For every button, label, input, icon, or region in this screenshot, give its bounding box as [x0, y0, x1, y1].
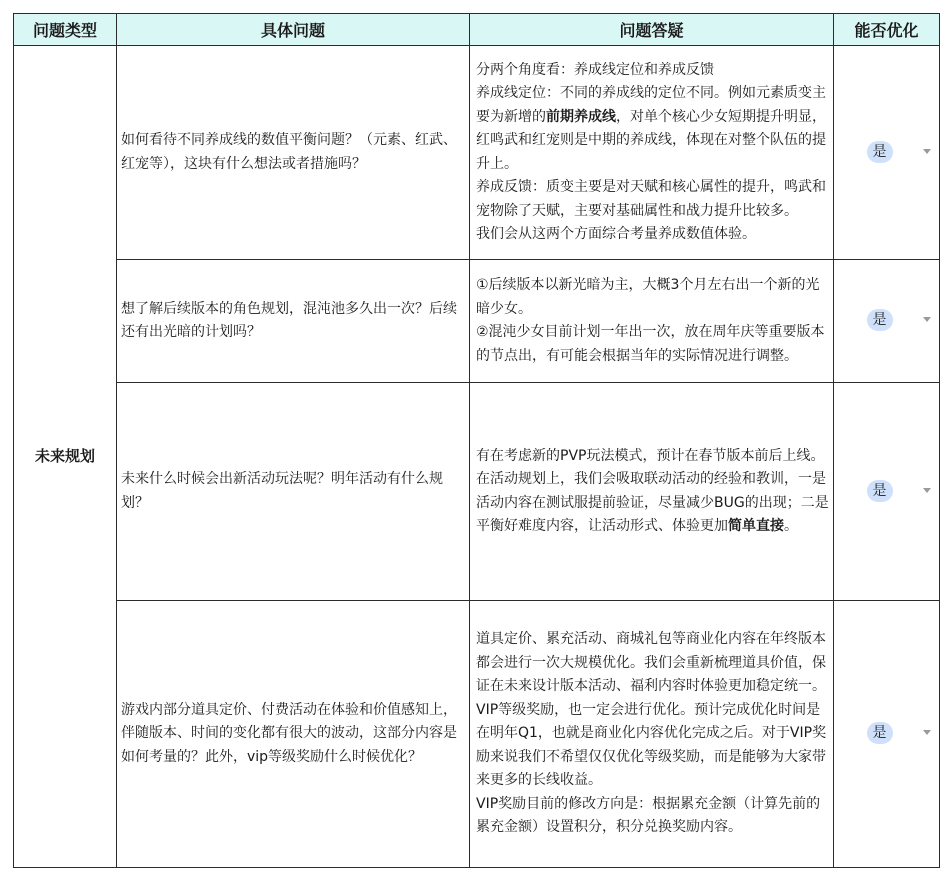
category-cell: 未来规划 [14, 46, 117, 868]
answer-cell [470, 260, 834, 383]
option-chip: 是 [867, 722, 893, 744]
answer-text: 养成线定位：不同的养成线的定位不同。例如元素质变主要为新增的 [476, 85, 826, 125]
answer-line: 有在考虑新的PVP玩法模式，预计在春节版本前后上线。 [476, 447, 825, 464]
answer-cell [470, 601, 834, 868]
optimize-dropdown[interactable] [834, 383, 940, 601]
header-type: 问题类型 [14, 14, 117, 46]
answer-line: 我们会从这两个方面综合考量养成数值体验。 [476, 226, 756, 242]
answer-text: 在活动规划上，我们会吸取联动活动的经验和教训，一是活动内容在测试服提前验证，尽量减少BUG的出现；二是平衡好难度内容，让活动形式、体验更加 [476, 471, 829, 534]
dropdown-caret-icon[interactable] [923, 488, 931, 493]
header-optimizable: 能否优化 [834, 14, 940, 46]
question-cell: 想了解后续版本的角色规划，混沌池多久出一次？后续还有出光暗的计划吗？ [117, 260, 470, 383]
dropdown-caret-icon[interactable] [923, 149, 931, 154]
answer-line: VIP等级奖励，也一定会进行优化。预计完成优化时间是在明年Q1，也就是商业化内容优化完成之后。对于VIP奖励来说我们不希望仅仅优化等级奖励，而是能够为大家带来更多的长线收益。 [476, 701, 827, 789]
answer-line: 分两个角度看：养成线定位和养成反馈 [476, 61, 714, 78]
header-question: 具体问题 [117, 14, 470, 46]
question-cell: 未来什么时候会出新活动玩法呢？明年活动有什么规划？ [117, 383, 470, 601]
answer-cell [470, 383, 834, 601]
answer-bold-text: 简单直接 [728, 518, 784, 534]
table-row [14, 601, 940, 868]
answer-line: 道具定价、累充活动、商城礼包等商业化内容在年终版本都会进行一次大规模优化。我们会重新梳理道具价值，保证在未来设计版本活动、福利内容时体验更加稳定统一。 [476, 631, 826, 695]
answer-cell [470, 46, 834, 260]
answer-line: VIP奖励目前的修改方向是：根据累充金额（计算先前的累充金额）设置积分，积分兑换奖励内容。 [476, 795, 821, 836]
table-row [14, 383, 940, 601]
option-chip: 是 [867, 309, 893, 331]
answer-text: ，对单个核心少女短期提升明显，红鸣武和红宠则是中期的养成线，体现在对整个队伍的提升上。 [476, 108, 826, 172]
optimize-dropdown[interactable] [834, 601, 940, 868]
dropdown-caret-icon[interactable] [923, 317, 931, 322]
answer-line: 养成反馈：质变主要是对天赋和核心属性的提升，鸣武和宠物除了天赋，主要对基础属性和战力提升比较多。 [476, 179, 826, 219]
answer-bold-text: 前期养成线 [546, 108, 616, 125]
optimize-dropdown[interactable] [834, 260, 940, 383]
table-row [14, 260, 940, 383]
header-answer: 问题答疑 [470, 14, 834, 46]
answer-line [476, 468, 829, 539]
option-chip: 是 [867, 480, 893, 502]
optimize-dropdown[interactable] [834, 46, 940, 260]
dropdown-caret-icon[interactable] [923, 730, 931, 735]
question-cell: 游戏内部分道具定价、付费活动在体验和价值感知上，伴随版本、时间的变化都有很大的波动，这部分内容是如何考量的？此外，vip等级奖励什么时候优化？ [117, 601, 470, 868]
table-row [14, 46, 940, 260]
answer-line: ①后续版本以新光暗为主，大概3个月左右出一个新的光暗少女。 [476, 277, 820, 317]
answer-text: 。 [784, 518, 798, 534]
header-row [14, 14, 940, 46]
qa-table [13, 13, 940, 868]
question-cell: 如何看待不同养成线的数值平衡问题？（元素、红武、红宠等），这块有什么想法或者措施吗？ [117, 46, 470, 260]
answer-line [476, 82, 829, 176]
answer-line: ②混沌少女目前计划一年出一次，放在周年庆等重要版本的节点出，有可能会根据当年的实际情况进行调整。 [476, 324, 825, 364]
option-chip: 是 [867, 141, 893, 163]
